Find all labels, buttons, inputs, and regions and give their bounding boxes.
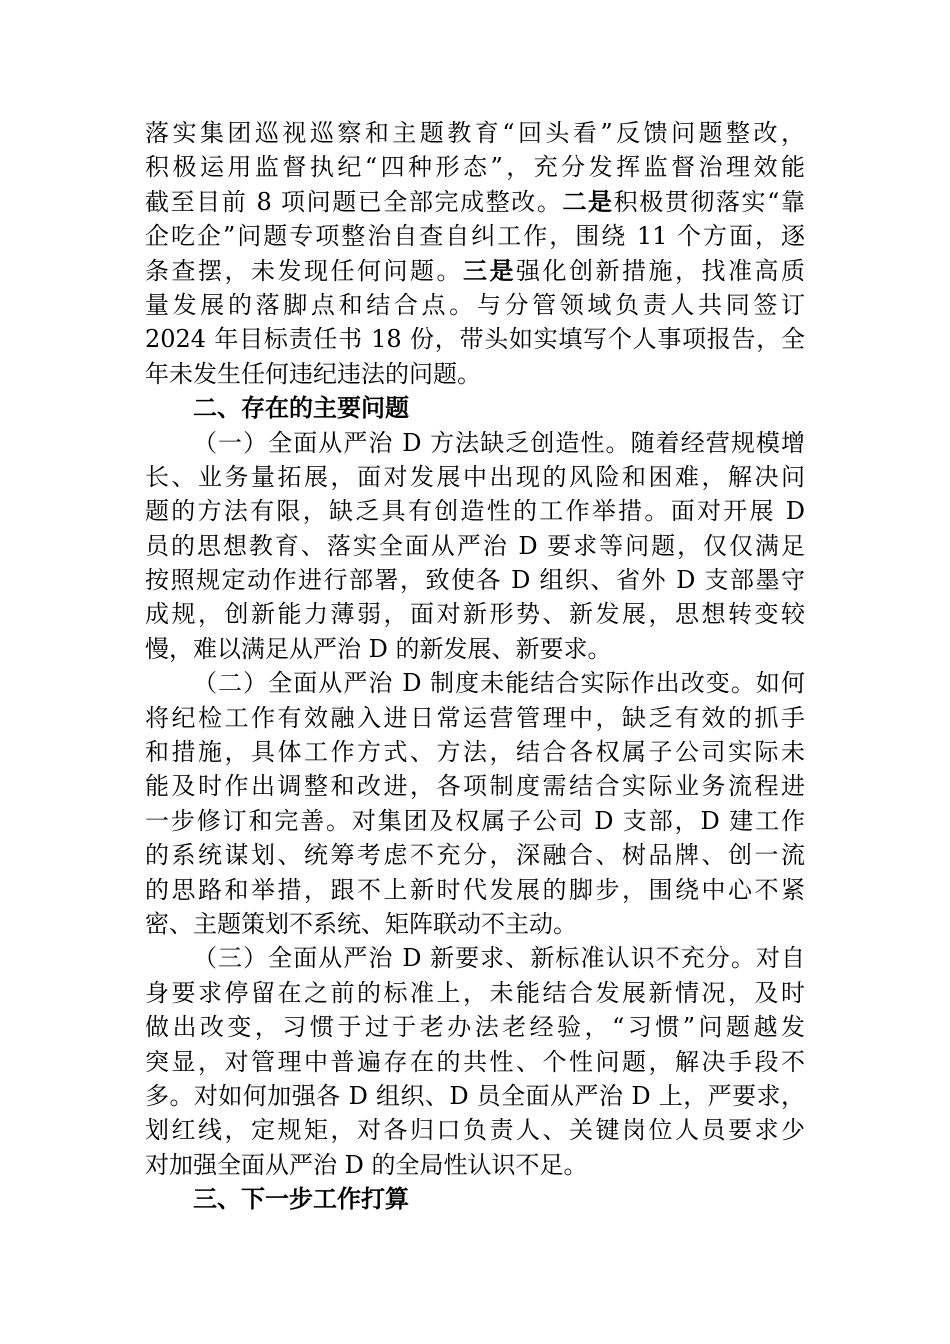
text-line: 的思路和举措，跟不上新时代发展的脚步，围绕中心不紧 — [145, 875, 805, 904]
text-line: 长、业务量拓展，面对发展中出现的风险和困难，解决问 — [145, 462, 805, 491]
text-line: 密、主题策划不系统、矩阵联动不主动。 — [145, 909, 577, 938]
text-run: 积极贯彻落实“靠 — [613, 187, 805, 216]
text-line: （三）全面从严治 D 新要求、新标准认识不充分。对自 — [193, 944, 805, 973]
text-line: 员的思想教育、落实全面从严治 D 要求等问题，仅仅满足 — [145, 531, 805, 560]
intro-paragraph — [145, 116, 805, 391]
text-line: 的系统谋划、统筹考虑不充分，深融合、树品牌、创一流 — [145, 841, 805, 870]
text-line: 突显，对管理中普遍存在的共性、个性问题，解决手段不 — [145, 1047, 805, 1076]
text-line: 企吃企”问题专项整治自查自纠工作，围绕 11 个方面，逐 — [145, 222, 805, 251]
text-line: 积极运用监督执纪“四种形态”，充分发挥监督治理效能 — [145, 153, 805, 182]
text-line: 能及时作出调整和改进，各项制度需结合实际业务流程进 — [145, 772, 805, 801]
text-line: 慢，难以满足从严治 D 的新发展、新要求。 — [145, 634, 612, 663]
text-line: 对加强全面从严治 D 的全局性认识不足。 — [145, 1150, 588, 1179]
section-heading-main-problems: 二、存在的主要问题 — [193, 394, 409, 423]
text-run: 截至目前 8 项问题已全部完成整改。 — [145, 187, 563, 216]
text-line: 量发展的落脚点和结合点。与分管领域负责人共同签订 — [145, 290, 805, 319]
document-page — [145, 116, 805, 1217]
text-line: 将纪检工作有效融入进日常运营管理中，缺乏有效的抓手 — [145, 703, 805, 732]
text-line: 落实集团巡视巡察和主题教育“回头看”反馈问题整改， — [145, 119, 805, 147]
text-line: 多。对如何加强各 D 组织、D 员全面从严治 D 上，严要求， — [145, 1081, 805, 1110]
section-heading-next-steps: 三、下一步工作打算 — [193, 1185, 409, 1214]
text-line: 年未发生任何违纪违法的问题。 — [145, 359, 481, 388]
problem-paragraph-3 — [145, 941, 805, 1182]
text-line: 和措施，具体工作方式、方法，结合各权属子公司实际未 — [145, 738, 805, 767]
problem-paragraph-1 — [145, 426, 805, 667]
text-line: 一步修订和完善。对集团及权属子公司 D 支部，D 建工作 — [145, 806, 805, 835]
text-line: 成规，创新能力薄弱，面对新形势、新发展，思想转变较 — [145, 600, 805, 629]
problem-paragraph-2 — [145, 666, 805, 941]
bold-marker-san-shi: 三是 — [463, 255, 516, 285]
text-line — [145, 254, 805, 288]
text-line: （二）全面从严治 D 制度未能结合实际作出改变。如何 — [193, 669, 805, 698]
text-line: 做出改变，习惯于过于老办法老经验，“习惯”问题越发 — [145, 1013, 805, 1042]
text-run: 强化创新措施，找准高质 — [516, 256, 805, 285]
text-run: 条查摆，未发现任何问题。 — [145, 256, 463, 285]
text-line: 身要求停留在之前的标准上，未能结合发展新情况，及时 — [145, 978, 805, 1007]
text-line: （一）全面从严治 D 方法缺乏创造性。随着经营规模增 — [193, 428, 805, 457]
text-line: 2024 年目标责任书 18 份，带头如实填写个人事项报告，全 — [145, 325, 805, 354]
text-line: 按照规定动作进行部署，致使各 D 组织、省外 D 支部墨守 — [145, 566, 805, 595]
bold-marker-er-shi: 二是 — [562, 186, 614, 216]
text-line — [145, 185, 805, 219]
text-line: 划红线，定规矩，对各归口负责人、关键岗位人员要求少 — [145, 1116, 805, 1145]
text-line: 题的方法有限，缺乏具有创造性的工作举措。面对开展 D — [145, 497, 805, 526]
